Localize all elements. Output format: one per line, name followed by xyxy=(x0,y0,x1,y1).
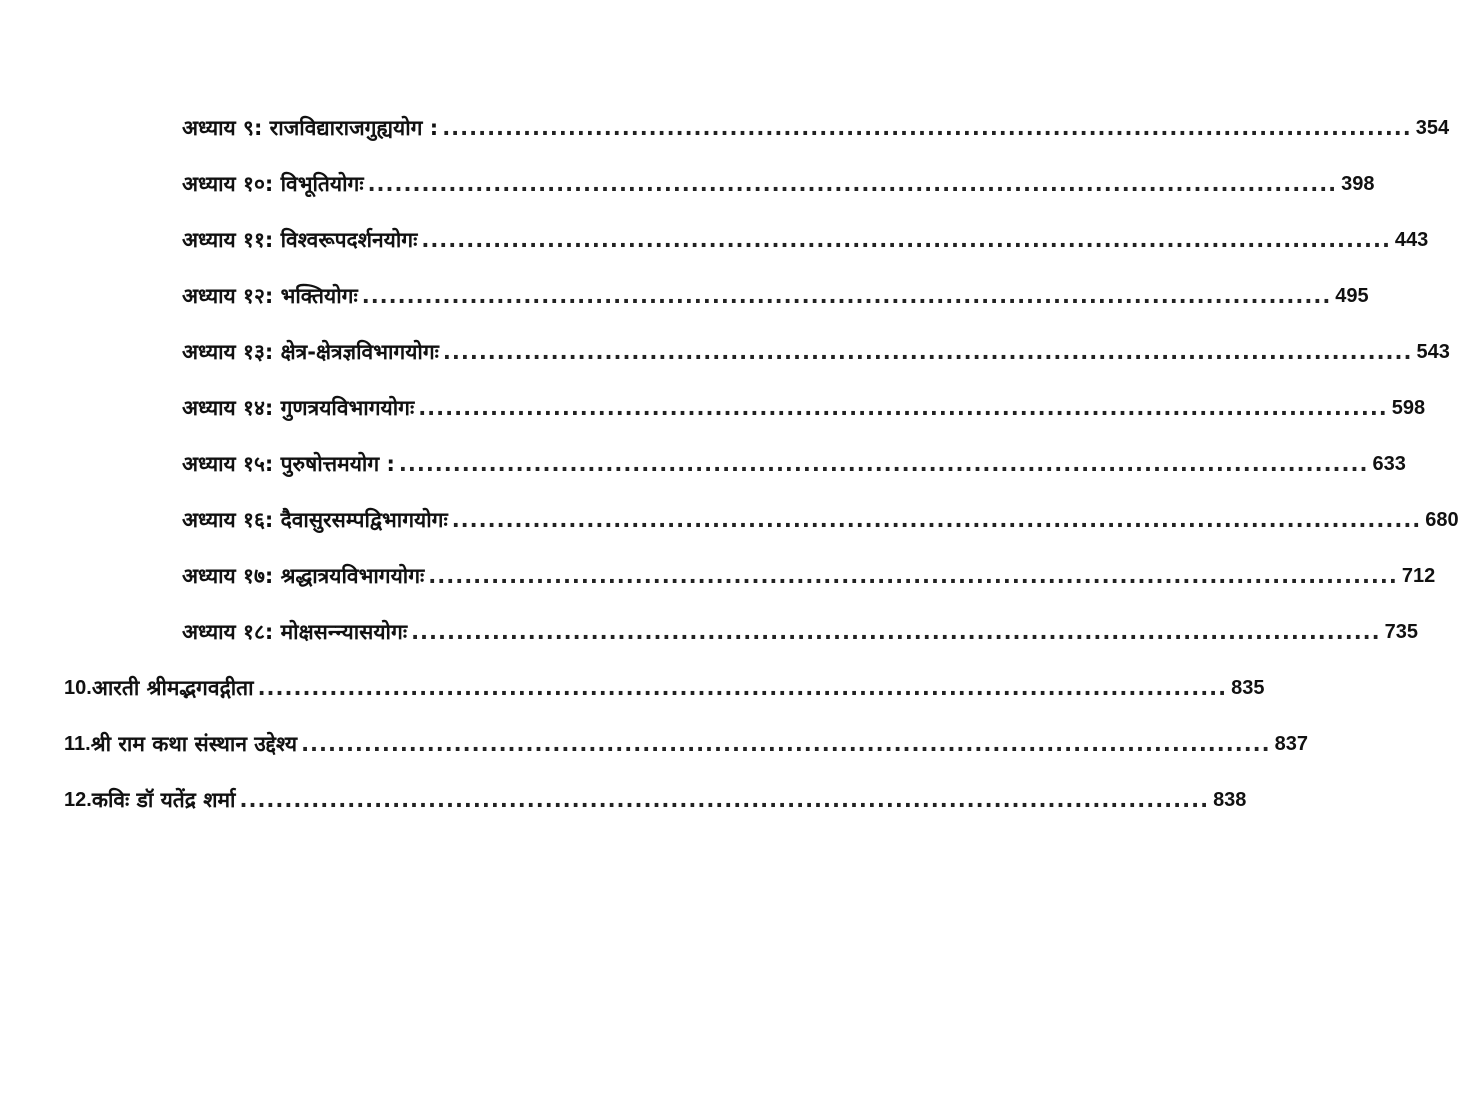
dot-leader: ............................................................................................................ xyxy=(451,508,1422,532)
toc-entry-number: 11. xyxy=(64,732,91,755)
toc-entry-page: 712 xyxy=(1401,564,1436,587)
toc-entry-number: 10. xyxy=(64,676,92,699)
toc-entry-page: 443 xyxy=(1394,228,1429,251)
toc-entry-title: अध्याय १७: श्रद्धात्रयविभागयोगः xyxy=(182,564,425,588)
toc-entry-title: कविः डॉ यतेंद्र शर्मा xyxy=(91,788,236,812)
toc-entry-chapter-11 xyxy=(182,220,1429,260)
toc-entry-page: 735 xyxy=(1384,620,1419,643)
toc-entry-chapter-15 xyxy=(182,444,1406,484)
dot-leader: ............................................................................................................ xyxy=(301,732,1271,756)
toc-entry-section-12 xyxy=(64,780,1247,820)
dot-leader: ............................................................................................................ xyxy=(398,452,1369,476)
toc-entry-page: 633 xyxy=(1372,452,1406,475)
dot-leader: ............................................................................................................ xyxy=(428,564,1398,588)
toc-entry-page: 835 xyxy=(1231,676,1265,699)
dot-leader: ............................................................................................................ xyxy=(367,172,1338,196)
toc-entry-chapter-12 xyxy=(182,276,1369,316)
toc-entry-chapter-10 xyxy=(182,164,1375,204)
toc-entry-title: अध्याय १८: मोक्षसन्न्यासयोगः xyxy=(182,620,408,644)
dot-leader: ............................................................................................................ xyxy=(442,116,1412,140)
dot-leader: ............................................................................................................ xyxy=(411,620,1381,644)
toc-entry-title: अध्याय १३: क्षेत्र-क्षेत्रज्ञविभागयोगः xyxy=(182,340,439,364)
toc-entry-chapter-14 xyxy=(182,388,1426,428)
toc-entry-title: अध्याय १२: भक्तियोगः xyxy=(182,284,358,308)
toc-entry-page: 398 xyxy=(1341,172,1375,195)
toc-entry-chapter-17 xyxy=(182,556,1436,596)
toc-entry-page: 598 xyxy=(1391,396,1426,419)
toc-entry-title: अध्याय ९: राजविद्याराजगुह्ययोग : xyxy=(182,116,439,140)
dot-leader: ............................................................................................................ xyxy=(257,676,1228,700)
toc-entry-title: अध्याय १५: पुरुषोत्तमयोग : xyxy=(182,452,395,476)
toc-entry-title: अध्याय १६: दैवासुरसम्पद्विभागयोगः xyxy=(182,508,448,532)
toc-entry-title: आरती श्रीमद्भगवद्गीता xyxy=(91,676,254,700)
dot-leader: ............................................................................................................ xyxy=(421,228,1391,252)
toc-entry-chapter-16 xyxy=(182,500,1459,540)
toc-entry-title: अध्याय १०: विभूतियोगः xyxy=(182,172,364,196)
toc-entry-page: 680 xyxy=(1425,508,1459,531)
toc-entry-number: 12. xyxy=(64,788,92,811)
dot-leader: ............................................................................................................ xyxy=(442,340,1413,364)
toc-entry-chapter-18 xyxy=(182,612,1419,652)
toc-entry-title: अध्याय १४: गुणत्रयविभागयोगः xyxy=(182,396,415,420)
toc-entry-page: 837 xyxy=(1274,732,1309,755)
toc-entry-section-10 xyxy=(64,668,1265,708)
toc-entry-page: 354 xyxy=(1415,116,1450,139)
toc-entry-page: 495 xyxy=(1335,284,1369,307)
toc-entry-page: 838 xyxy=(1213,788,1247,811)
dot-leader: ............................................................................................................ xyxy=(418,396,1388,420)
toc-entry-chapter-9 xyxy=(182,108,1450,148)
toc-entry-title: श्री राम कथा संस्थान उद्देश्य xyxy=(90,732,298,756)
dot-leader: ............................................................................................................ xyxy=(239,788,1210,812)
toc-entry-title: अध्याय ११: विश्वरूपदर्शनयोगः xyxy=(182,228,418,252)
toc-entry-section-11 xyxy=(64,724,1309,764)
toc-entry-page: 543 xyxy=(1416,340,1450,363)
dot-leader: ............................................................................................................ xyxy=(361,284,1332,308)
toc-entry-chapter-13 xyxy=(182,332,1450,372)
